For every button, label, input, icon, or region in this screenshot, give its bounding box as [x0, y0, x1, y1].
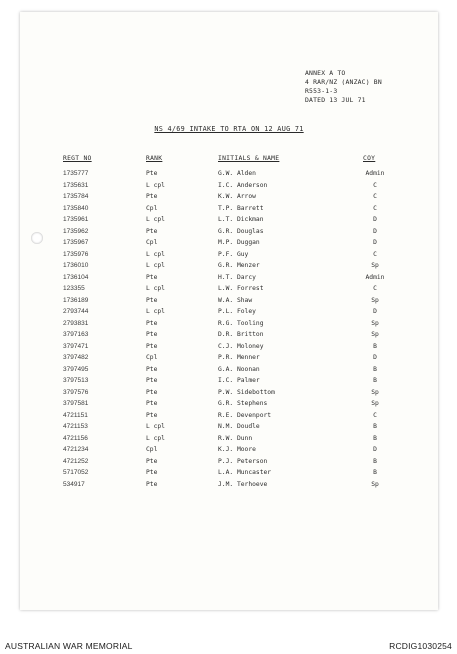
table-row	[20, 444, 438, 456]
table-row	[20, 364, 438, 376]
name-cell: W.A. Shaw	[218, 296, 253, 304]
rank-cell: Pte	[146, 469, 158, 476]
footer-archive-name: AUSTRALIAN WAR MEMORIAL	[5, 641, 133, 651]
rank-cell: Pte	[146, 273, 158, 281]
regt-no-cell: 1735961	[63, 216, 89, 223]
name-cell: P.J. Peterson	[218, 457, 268, 465]
regt-no-cell: 534917	[63, 480, 85, 488]
regt-no-cell: 4721156	[63, 434, 88, 442]
annex-line: 4 RAR/NZ (ANZAC) BN	[305, 78, 382, 86]
rank-cell: Pte	[146, 377, 158, 384]
coy-cell: B	[373, 423, 377, 430]
name-cell: P.R. Menner	[218, 354, 260, 361]
name-cell: G.R. Menzer	[218, 262, 260, 269]
coy-cell: C	[373, 250, 377, 258]
table-row	[20, 387, 438, 399]
regt-no-cell: 1735976	[63, 250, 89, 258]
regt-no-cell: 1735784	[63, 193, 89, 200]
table-row	[20, 180, 438, 192]
rank-cell: Cpl	[146, 239, 158, 246]
rank-cell: Pte	[146, 388, 158, 396]
name-cell: R.E. Devenport	[218, 411, 272, 419]
coy-cell: Sp	[371, 480, 379, 488]
coy-cell: B	[373, 365, 377, 373]
name-cell: D.R. Britton	[218, 331, 264, 338]
name-cell: K.J. Moore	[218, 446, 256, 453]
coy-cell: Sp	[371, 400, 379, 407]
coy-cell: B	[373, 434, 377, 442]
header-rank: RANK	[146, 155, 163, 162]
annex-line: R553-1-3	[305, 87, 338, 95]
regt-no-cell: 3797581	[63, 400, 89, 407]
table-row	[20, 191, 438, 203]
coy-cell: D	[373, 354, 377, 361]
table-row	[20, 456, 438, 468]
coy-cell: D	[373, 308, 377, 315]
document-title: NS 4/69 INTAKE TO RTA ON 12 AUG 71	[154, 125, 304, 133]
rank-cell: L cpl	[146, 216, 165, 223]
name-cell: K.W. Arrow	[218, 193, 256, 200]
name-cell: L.T. Dickman	[218, 216, 264, 223]
coy-cell: B	[373, 342, 377, 350]
regt-no-cell: 4721151	[63, 411, 88, 419]
name-cell: P.F. Guy	[218, 250, 249, 258]
coy-cell: Sp	[371, 319, 379, 327]
rank-cell: Pte	[146, 170, 158, 177]
regt-no-cell: 1735840	[63, 204, 89, 212]
table-row	[20, 226, 438, 238]
rank-cell: L cpl	[146, 262, 165, 269]
table-row	[20, 410, 438, 422]
table-row	[20, 352, 438, 364]
coy-cell: Sp	[371, 331, 379, 338]
table-row	[20, 318, 438, 330]
regt-no-cell: 1735967	[63, 239, 89, 246]
coy-cell: C	[373, 181, 377, 189]
table-row	[20, 283, 438, 295]
rank-cell: Pte	[146, 331, 158, 338]
table-row	[20, 237, 438, 249]
name-cell: G.R. Douglas	[218, 227, 264, 235]
coy-cell: B	[373, 377, 377, 384]
regt-no-cell: 3797163	[63, 331, 89, 338]
coy-cell: Admin	[365, 170, 385, 177]
coy-cell: D	[373, 239, 377, 246]
coy-cell: Admin	[365, 273, 385, 281]
name-cell: T.P. Barrett	[218, 204, 264, 212]
rank-cell: Pte	[146, 365, 158, 373]
regt-no-cell: 1735777	[63, 170, 89, 177]
personnel-table	[20, 168, 438, 490]
regt-no-cell: 3797495	[63, 365, 89, 373]
rank-cell: Pte	[146, 193, 158, 200]
document-title-wrap	[20, 125, 438, 133]
table-row	[20, 467, 438, 479]
table-row	[20, 260, 438, 272]
name-cell: I.C. Anderson	[218, 181, 268, 189]
header-coy: COY	[363, 155, 376, 162]
regt-no-cell: 4721234	[63, 446, 89, 453]
name-cell: C.J. Moloney	[218, 342, 264, 350]
table-row	[20, 398, 438, 410]
table-row	[20, 295, 438, 307]
coy-cell: D	[373, 446, 377, 453]
rank-cell: L cpl	[146, 250, 165, 258]
regt-no-cell: 2793744	[63, 308, 89, 315]
table-row	[20, 203, 438, 215]
coy-cell: C	[373, 193, 377, 200]
coy-cell: B	[373, 457, 377, 465]
coy-cell: Sp	[371, 388, 379, 396]
name-cell: I.C. Palmer	[218, 377, 260, 384]
regt-no-cell: 4721153	[63, 423, 88, 430]
table-row	[20, 306, 438, 318]
regt-no-cell: 3797482	[63, 354, 89, 361]
regt-no-cell: 4721252	[63, 457, 89, 465]
document-page	[20, 12, 438, 610]
coy-cell: B	[373, 469, 377, 476]
header-initials-name: INITIALS & NAME	[218, 155, 280, 162]
rank-cell: Cpl	[146, 354, 158, 361]
name-cell: G.A. Noonan	[218, 365, 260, 373]
name-cell: G.R. Stephens	[218, 400, 268, 407]
rank-cell: Pte	[146, 411, 158, 419]
rank-cell: L cpl	[146, 285, 165, 292]
annex-reference-block	[305, 69, 382, 105]
table-row	[20, 375, 438, 387]
rank-cell: Pte	[146, 457, 158, 465]
name-cell: N.M. Doudle	[218, 423, 260, 430]
regt-no-cell: 3797471	[63, 342, 89, 350]
regt-no-cell: 1736010	[63, 262, 89, 269]
table-row	[20, 249, 438, 261]
coy-cell: D	[373, 227, 377, 235]
rank-cell: Cpl	[146, 446, 158, 453]
coy-cell: C	[373, 204, 377, 212]
name-cell: P.L. Foley	[218, 308, 256, 315]
rank-cell: L cpl	[146, 434, 165, 442]
table-row	[20, 479, 438, 491]
regt-no-cell: 1736189	[63, 296, 89, 304]
name-cell: R.W. Dunn	[218, 434, 253, 442]
rank-cell: Pte	[146, 480, 158, 488]
name-cell: P.W. Sidebottom	[218, 388, 275, 396]
rank-cell: Pte	[146, 342, 158, 350]
regt-no-cell: 3797576	[63, 388, 89, 396]
name-cell: L.A. Muncaster	[218, 469, 272, 476]
annex-line: ANNEX A TO	[305, 69, 346, 77]
regt-no-cell: 1735962	[63, 227, 89, 235]
regt-no-cell: 1736104	[63, 273, 89, 281]
name-cell: J.M. Terhoeve	[218, 480, 268, 488]
rank-cell: Cpl	[146, 204, 158, 212]
table-row	[20, 421, 438, 433]
rank-cell: L cpl	[146, 423, 165, 430]
regt-no-cell: 5717052	[63, 469, 89, 476]
rank-cell: L cpl	[146, 308, 165, 315]
regt-no-cell: 123355	[63, 285, 85, 292]
regt-no-cell: 2793831	[63, 319, 89, 327]
rank-cell: Pte	[146, 227, 158, 235]
name-cell: M.P. Duggan	[218, 239, 260, 246]
name-cell: L.W. Forrest	[218, 285, 264, 292]
regt-no-cell: 1735631	[63, 181, 89, 189]
name-cell: H.T. Darcy	[218, 273, 256, 281]
table-row	[20, 272, 438, 284]
rank-cell: Pte	[146, 400, 158, 407]
table-row	[20, 168, 438, 180]
coy-cell: Sp	[371, 296, 379, 304]
footer-record-id: RCDIG1030254	[389, 641, 452, 651]
name-cell: G.W. Alden	[218, 170, 256, 177]
rank-cell: L cpl	[146, 181, 165, 189]
rank-cell: Pte	[146, 296, 158, 304]
coy-cell: D	[373, 216, 377, 223]
rank-cell: Pte	[146, 319, 158, 327]
coy-cell: Sp	[371, 262, 379, 269]
name-cell: R.G. Tooling	[218, 319, 264, 327]
table-row	[20, 433, 438, 445]
annex-line: DATED 13 JUL 71	[305, 96, 366, 104]
coy-cell: C	[373, 411, 377, 419]
coy-cell: C	[373, 285, 377, 292]
table-row	[20, 214, 438, 226]
header-regt-no: REGT NO	[63, 155, 92, 162]
table-row	[20, 329, 438, 341]
table-row	[20, 341, 438, 353]
regt-no-cell: 3797513	[63, 377, 89, 384]
